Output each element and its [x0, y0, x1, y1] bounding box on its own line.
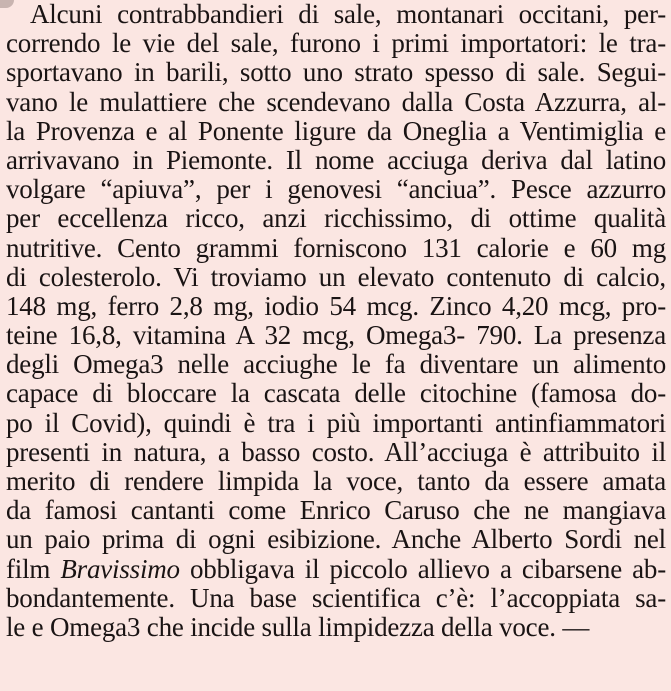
article-line: merito di rendere limpida la voce, tanto da essere amata: [6, 466, 666, 496]
article-line: di colesterolo. Vi troviamo un elevato contenuto di calcio,: [6, 261, 666, 292]
article-line: un paio prima di ogni esibizione. Anche Alberto Sordi nel: [6, 524, 666, 555]
article-line: presenti in natura, a basso costo. All’acciuga è attribuito il: [6, 436, 666, 467]
article-line-film: [6, 555, 666, 584]
film-title: Bravissimo: [60, 553, 180, 584]
article-line: po il Covid), quindi è tra i più importanti antinfiammatori: [6, 407, 666, 438]
article-line: Alcuni contrabbandieri di sale, montanari occitani, per-: [30, 0, 666, 29]
article-line: 148 mg, ferro 2,8 mg, iodio 54 mcg. Zinco 4,20 mcg, pro-: [6, 290, 666, 321]
article-line-last: le e Omega3 che incide sulla limpidezza della voce. —: [6, 611, 590, 642]
article-line: degli Omega3 nelle acciughe le fa diventare un alimento: [6, 349, 666, 380]
article-line: capace di bloccare la cascata delle citochine (famosa do-: [6, 378, 666, 409]
article-line: la Provenza e al Ponente ligure da Oneglia a Ventimiglia e: [6, 115, 666, 146]
article-line: arrivavano in Piemonte. Il nome acciuga deriva dal latino: [6, 144, 666, 175]
film-prefix: film: [6, 553, 61, 584]
article-line: vano le mulattiere che scendevano dalla Costa Azzurra, al-: [6, 86, 666, 117]
article-line: teine 16,8, vitamina A 32 mcg, Omega3- 790. La presenza: [6, 320, 666, 351]
article-line: da famosi cantanti come Enrico Caruso che ne mangiava: [6, 495, 666, 526]
article-line: volgare “apiuva”, per i genovesi “anciua”. Pesce azzurro: [6, 174, 666, 205]
article-body: [6, 0, 666, 642]
article-line: per eccellenza ricco, anzi ricchissimo, di ottime qualità: [6, 203, 666, 234]
article-line: bondantemente. Una base scientifica c’è: l’accoppiata sa-: [6, 582, 666, 613]
article-line: sportavano in barili, sotto uno strato spesso di sale. Segui-: [6, 57, 666, 88]
article-line: correndo le vie del sale, furono i primi importatori: le tra-: [6, 28, 666, 59]
article-line: nutritive. Cento grammi forniscono 131 calorie e 60 mg: [6, 232, 666, 263]
film-suffix: obbligava il piccolo allievo a cibarsene ab-: [179, 553, 667, 584]
